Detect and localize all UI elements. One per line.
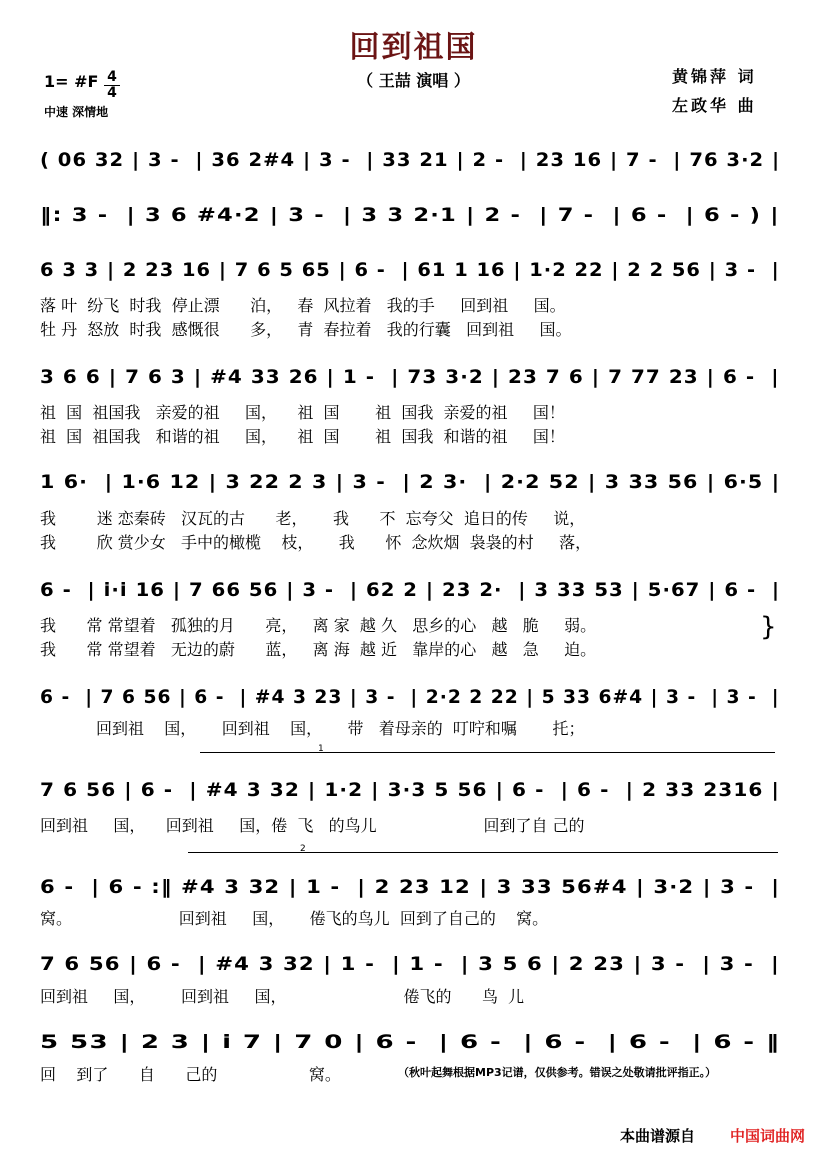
score-line-5 — [40, 470, 785, 510]
score-line-3 — [40, 258, 785, 298]
notation-line: 6 - | 7 6 56 | 6 - | #4 3 23 | 3 - | 2·2 2 22 | 5 33 6#4 | 3 - | 3 - | — [40, 686, 780, 708]
lyric-verse-2: 祖 国 祖国我 和谐的祖 国， 祖 国 祖 国我 和谐的祖 国！ — [40, 427, 565, 446]
tempo-marking: 中速 深情地 — [44, 105, 109, 119]
lyric-line: 回到祖 国， 回到祖 国， 倦飞的 鸟 儿 — [40, 987, 525, 1006]
lyric-line: 窝。 回到祖 国， 倦飞的鸟儿 回到了自己的 窝。 — [40, 909, 549, 928]
notation-line: 6 - | i·i 16 | 7 66 56 | 3 - | 62 2 | 23 2· | 3 33 53 | 5·67 | 6 - | — [40, 579, 781, 601]
notation-line: ( 06 32 | 3 - | 36 2#4 | 3 - | 33 21 | 2 - | 23 16 | 7 - | 76 3·2 | — [40, 149, 781, 171]
transcription-note: （秋叶起舞根据MP3记谱，仅供参考。错误之处敬请批评指正。） — [398, 1066, 717, 1079]
score-line-1 — [40, 148, 785, 188]
source-label: 本曲谱源自 — [620, 1127, 696, 1145]
volta-number: 1 — [318, 744, 324, 754]
volta-bracket-2 — [188, 844, 778, 867]
score-line-4 — [40, 365, 785, 405]
lyric-verse-2: 我 常 常望着 无边的蔚 蓝， 离 海 越 近 靠岸的心 越 急 迫。 — [40, 640, 597, 659]
lyric-verse-1: 落 叶 纷飞 时我 停止漂 泊， 春 风拉着 我的手 回到祖 国。 — [40, 296, 566, 315]
verse-brace: } — [760, 612, 777, 642]
notation-line: 1 6· | 1·6 12 | 3 22 2 3 | 3 - | 2 3· | 2·2 52 | 3 33 56 | 6·5 | — [40, 471, 781, 493]
score-line-8 — [40, 778, 785, 818]
notation-line: 3 6 6 | 7 6 3 | #4 33 26 | 1 - | 73 3·2 | 23 7 6 | 7 77 23 | 6 - | — [40, 366, 780, 388]
lyricist-credit: 黄锦萍 词 — [672, 67, 757, 86]
lyric-verse-2: 我 欣 赏少女 手中的橄榄 枝， 我 怀 念炊烟 袅袅的村 落， — [40, 533, 592, 552]
key-signature: 1= #F — [44, 72, 99, 91]
score-line-6 — [40, 578, 785, 618]
lyric-line: 回 到了 自 己的 窝。 — [40, 1065, 341, 1084]
lyric-verse-1: 我 迷 恋秦砖 汉瓦的古 老， 我 不 忘夸父 追日的传 说， — [40, 509, 586, 528]
notation-line: 7 6 56 | 6 - | #4 3 32 | 1 - | 1 - | 3 5 6 | 2 23 | 3 - | 3 - | — [40, 953, 780, 975]
lyric-verse-1: 我 常 常望着 孤独的月 亮， 离 家 越 久 思乡的心 越 脆 弱。 — [40, 616, 597, 635]
lyric-line: 回到祖 国， 回到祖 国，倦 飞 的鸟儿 回到了自 己的 — [40, 816, 585, 835]
volta-number: 2 — [300, 844, 306, 854]
notation-line: ‖: 3 - | 3 6 #4·2 | 3 - | 3 3 2·1 | 2 - | 7 - | 6 - | 6 - ) | — [40, 204, 780, 226]
site-name: 中国词曲网 — [730, 1127, 806, 1145]
notation-line: 7 6 56 | 6 - | #4 3 32 | 1·2 | 3·3 5 56 | 6 - | 6 - | 2 33 2316 | — [40, 779, 780, 801]
song-title: 回到祖国 — [349, 30, 478, 65]
lyric-line: 回到祖 国， 回到祖 国， 带 着母亲的 叮咛和嘱 托； — [40, 719, 585, 738]
time-signature-bottom: 4 — [107, 85, 117, 101]
singer-credit: （ 王喆 演唱 ） — [357, 71, 470, 90]
notation-line: 6 - | 6 - :‖ #4 3 32 | 1 - | 2 23 12 | 3 33 56#4 | 3·2 | 3 - | — [40, 876, 781, 898]
lyric-verse-1: 祖 国 祖国我 亲爱的祖 国， 祖 国 祖 国我 亲爱的祖 国！ — [40, 403, 565, 422]
time-signature-top: 4 — [104, 70, 120, 86]
score-line-2 — [40, 203, 785, 243]
time-signature — [104, 70, 120, 101]
volta-bracket-1 — [200, 744, 775, 767]
notation-line: 5 53 | 2 3 | i 7 | 7 0 | 6 - | 6 - | 6 - | 6 - | 6 - ‖ — [40, 1031, 781, 1053]
notation-line: 6 3 3 | 2 23 16 | 7 6 5 65 | 6 - | 61 1 16 | 1·2 22 | 2 2 56 | 3 - | — [40, 259, 780, 281]
composer-credit: 左政华 曲 — [672, 96, 757, 115]
lyric-verse-2: 牡 丹 怒放 时我 感慨很 多， 青 春拉着 我的行囊 回到祖 国。 — [40, 320, 572, 339]
